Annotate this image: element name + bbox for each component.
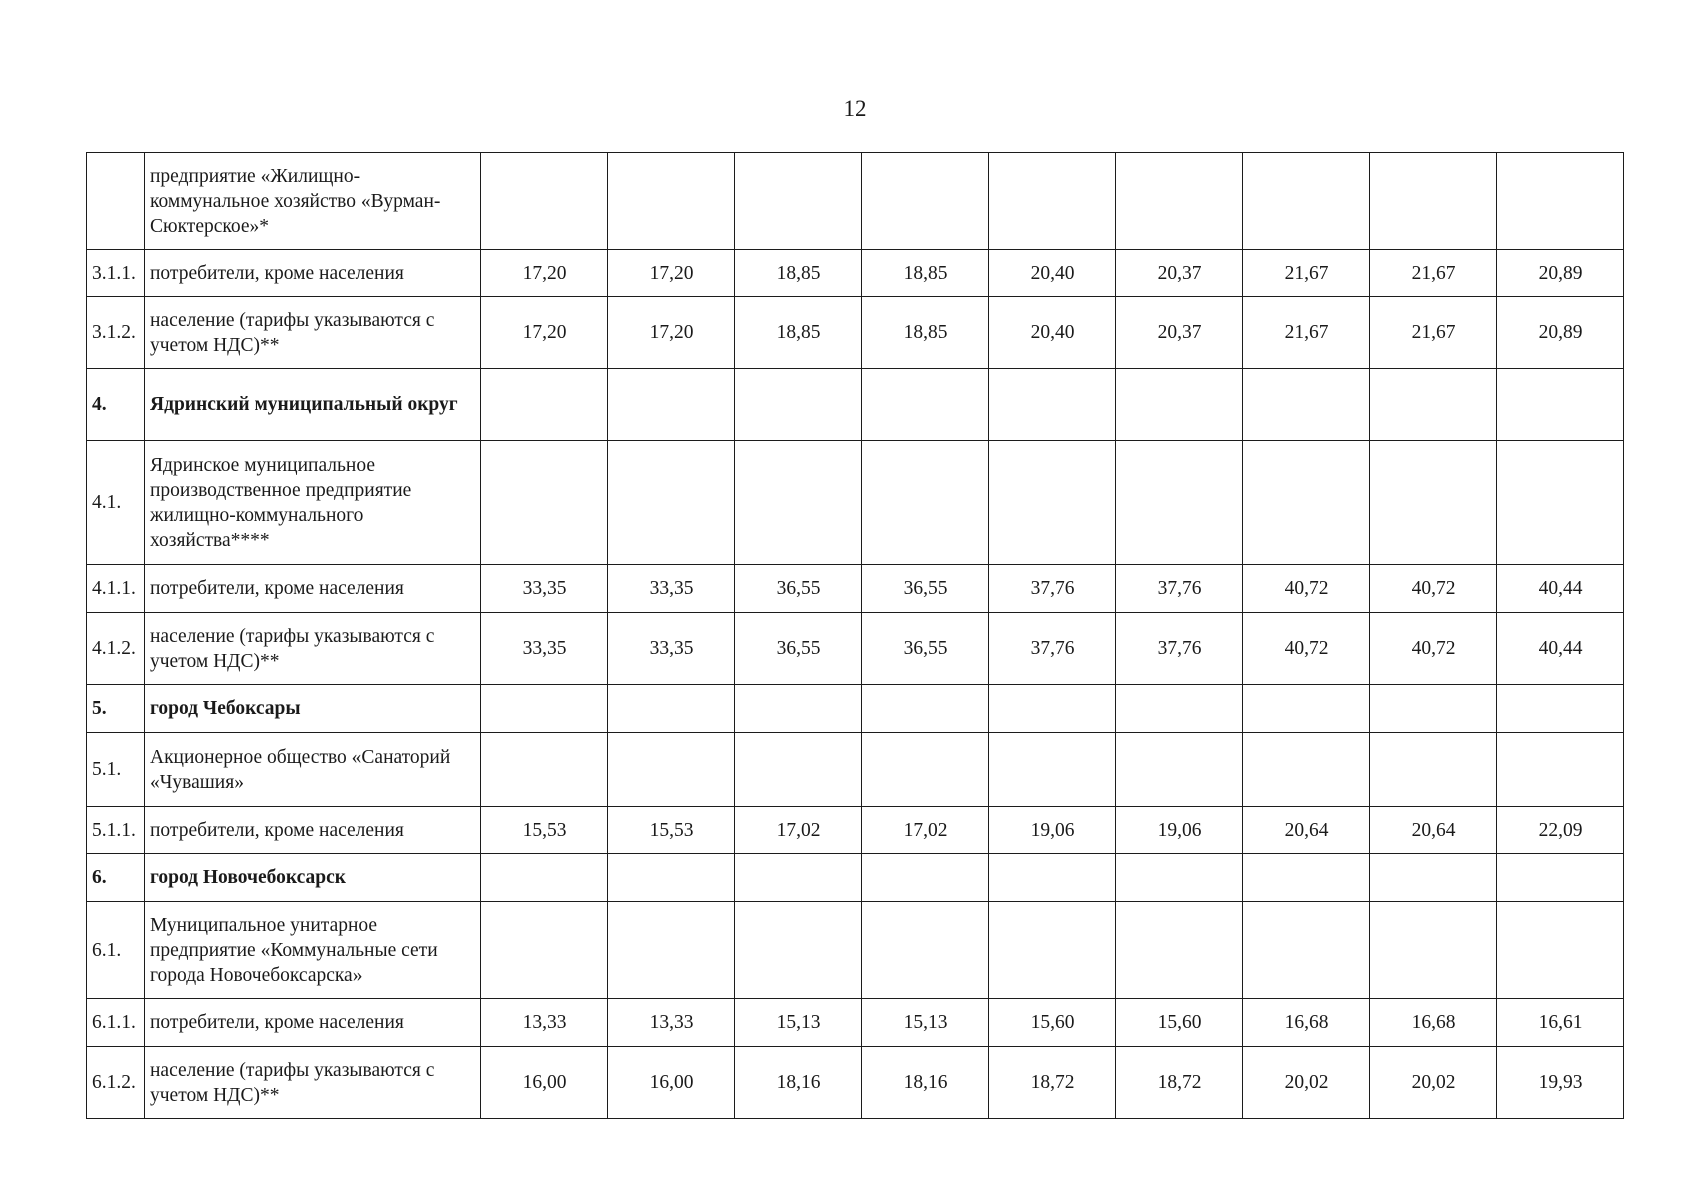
tariff-value-cell: 18,72 [989,1047,1116,1119]
tariff-value-cell: 17,20 [608,297,735,369]
table-row [87,153,1624,250]
table-row [87,613,1624,685]
tariff-value-cell: 20,40 [989,297,1116,369]
tariff-value-cell: 17,20 [481,297,608,369]
tariff-value-cell: 15,53 [481,807,608,854]
tariff-value-cell: 15,53 [608,807,735,854]
tariff-value-cell [862,369,989,441]
row-number-cell: 4.1. [87,441,145,565]
row-number-cell: 6.1.2. [87,1047,145,1119]
tariff-value-cell [735,733,862,807]
table-row [87,685,1624,733]
tariff-value-cell [735,902,862,999]
tariff-value-cell: 37,76 [1116,565,1243,613]
tariff-value-cell [608,854,735,902]
table-row [87,999,1624,1047]
tariff-value-cell: 16,61 [1497,999,1624,1047]
table-row [87,250,1624,297]
tariff-value-cell [1370,685,1497,733]
tariff-value-cell [481,153,608,250]
tariff-value-cell: 36,55 [862,565,989,613]
row-number-cell [87,153,145,250]
row-number-cell: 6.1.1. [87,999,145,1047]
tariff-value-cell [862,153,989,250]
tariff-value-cell: 33,35 [481,613,608,685]
row-name-cell: Ядринский муниципальный округ [145,369,481,441]
tariff-value-cell [862,441,989,565]
tariff-value-cell [1370,902,1497,999]
row-name-cell: население (тарифы указываются с учетом НДС)** [145,297,481,369]
tariff-value-cell: 40,44 [1497,565,1624,613]
tariff-value-cell [989,153,1116,250]
tariff-value-cell [1497,369,1624,441]
tariff-value-cell [481,369,608,441]
tariff-value-cell [862,902,989,999]
tariff-value-cell: 20,02 [1243,1047,1370,1119]
tariff-value-cell: 18,16 [862,1047,989,1119]
tariff-value-cell [862,685,989,733]
table-row [87,1047,1624,1119]
row-number-cell: 6. [87,854,145,902]
row-number-cell: 5.1. [87,733,145,807]
table-row [87,441,1624,565]
tariff-value-cell: 15,60 [1116,999,1243,1047]
tariff-value-cell: 18,16 [735,1047,862,1119]
tariff-value-cell [735,685,862,733]
tariff-value-cell [735,441,862,565]
tariff-value-cell [481,441,608,565]
tariff-value-cell: 36,55 [735,565,862,613]
tariff-value-cell [735,369,862,441]
tariff-value-cell [1243,733,1370,807]
tariff-value-cell [481,902,608,999]
tariff-value-cell: 17,20 [481,250,608,297]
tariff-value-cell: 17,02 [735,807,862,854]
row-name-cell: город Чебоксары [145,685,481,733]
tariff-value-cell [1370,441,1497,565]
tariff-value-cell: 20,64 [1370,807,1497,854]
tariff-value-cell [1497,854,1624,902]
row-number-cell: 5.1.1. [87,807,145,854]
tariff-value-cell: 18,85 [735,297,862,369]
tariff-value-cell: 20,02 [1370,1047,1497,1119]
tariff-value-cell: 40,44 [1497,613,1624,685]
tariff-value-cell [1370,153,1497,250]
tariff-value-cell [1243,153,1370,250]
tariff-value-cell: 19,06 [989,807,1116,854]
table-row [87,854,1624,902]
tariff-value-cell [1497,685,1624,733]
tariff-value-cell [1243,685,1370,733]
tariff-value-cell [481,685,608,733]
tariff-value-cell [1497,902,1624,999]
row-number-cell: 5. [87,685,145,733]
tariff-value-cell [1116,153,1243,250]
tariff-value-cell [608,733,735,807]
tariff-value-cell: 16,00 [608,1047,735,1119]
row-number-cell: 3.1.2. [87,297,145,369]
row-number-cell: 4.1.1. [87,565,145,613]
tariff-value-cell [481,854,608,902]
tariff-value-cell [989,854,1116,902]
tariff-value-cell [1243,854,1370,902]
tariff-value-cell [608,153,735,250]
tariff-value-cell: 37,76 [989,565,1116,613]
row-name-cell: потребители, кроме населения [145,565,481,613]
tariff-value-cell [1497,153,1624,250]
table-row [87,733,1624,807]
tariff-value-cell [1497,733,1624,807]
tariff-value-cell: 20,64 [1243,807,1370,854]
tariff-value-cell: 18,85 [862,297,989,369]
tariff-value-cell: 15,60 [989,999,1116,1047]
row-name-cell: потребители, кроме населения [145,999,481,1047]
row-number-cell: 4. [87,369,145,441]
tariff-value-cell: 40,72 [1243,613,1370,685]
tariff-value-cell: 37,76 [989,613,1116,685]
tariff-value-cell [1243,441,1370,565]
row-name-cell: Ядринское муниципальное производственное предприятие жилищно-коммунального хозяйства**** [145,441,481,565]
row-name-cell: потребители, кроме населения [145,807,481,854]
tariff-value-cell [862,854,989,902]
tariff-value-cell [989,733,1116,807]
tariff-value-cell: 17,20 [608,250,735,297]
tariff-value-cell [608,685,735,733]
row-name-cell: население (тарифы указываются с учетом НДС)** [145,1047,481,1119]
tariff-value-cell: 19,06 [1116,807,1243,854]
tariff-value-cell: 33,35 [481,565,608,613]
tariff-value-cell: 20,89 [1497,297,1624,369]
tariff-value-cell: 18,72 [1116,1047,1243,1119]
tariff-value-cell: 15,13 [862,999,989,1047]
tariff-value-cell [608,441,735,565]
tariff-value-cell: 20,89 [1497,250,1624,297]
tariff-value-cell: 18,85 [862,250,989,297]
row-number-cell: 3.1.1. [87,250,145,297]
tariff-value-cell: 16,68 [1370,999,1497,1047]
tariff-value-cell: 13,33 [608,999,735,1047]
tariff-table [86,152,1624,1119]
tariff-value-cell: 20,40 [989,250,1116,297]
row-name-cell: Муниципальное унитарное предприятие «Коммунальные сети города Новочебоксарска» [145,902,481,999]
tariff-value-cell: 18,85 [735,250,862,297]
page-number: 12 [843,96,867,121]
tariff-value-cell: 36,55 [735,613,862,685]
tariff-value-cell [1370,854,1497,902]
tariff-value-cell [862,733,989,807]
tariff-value-cell: 40,72 [1370,565,1497,613]
row-name-cell: город Новочебоксарск [145,854,481,902]
tariff-value-cell [1370,733,1497,807]
row-name-cell: потребители, кроме населения [145,250,481,297]
tariff-value-cell: 16,00 [481,1047,608,1119]
tariff-value-cell [1243,369,1370,441]
tariff-value-cell: 15,13 [735,999,862,1047]
tariff-value-cell [1116,902,1243,999]
tariff-value-cell: 40,72 [1370,613,1497,685]
row-number-cell: 6.1. [87,902,145,999]
row-name-cell: предприятие «Жилищно-коммунальное хозяйство «Вурман-Сюктерское»* [145,153,481,250]
tariff-value-cell: 33,35 [608,565,735,613]
tariff-value-cell: 36,55 [862,613,989,685]
tariff-value-cell [989,441,1116,565]
row-name-cell: население (тарифы указываются с учетом НДС)** [145,613,481,685]
tariff-value-cell: 20,37 [1116,297,1243,369]
tariff-value-cell [735,854,862,902]
tariff-value-cell [989,369,1116,441]
tariff-value-cell [1116,369,1243,441]
tariff-value-cell [1243,902,1370,999]
tariff-value-cell: 40,72 [1243,565,1370,613]
tariff-value-cell [1116,854,1243,902]
tariff-value-cell [1370,369,1497,441]
tariff-value-cell: 19,93 [1497,1047,1624,1119]
tariff-value-cell [608,902,735,999]
table-row [87,369,1624,441]
tariff-value-cell: 21,67 [1370,250,1497,297]
tariff-value-cell [481,733,608,807]
tariff-value-cell [608,369,735,441]
tariff-value-cell: 22,09 [1497,807,1624,854]
tariff-value-cell: 37,76 [1116,613,1243,685]
tariff-value-cell: 33,35 [608,613,735,685]
table-row [87,902,1624,999]
tariff-value-cell: 21,67 [1243,297,1370,369]
tariff-value-cell [989,685,1116,733]
row-name-cell: Акционерное общество «Санаторий «Чувашия» [145,733,481,807]
tariff-value-cell: 17,02 [862,807,989,854]
tariff-value-cell [735,153,862,250]
tariff-value-cell: 20,37 [1116,250,1243,297]
tariff-value-cell: 13,33 [481,999,608,1047]
tariff-value-cell [1116,733,1243,807]
row-number-cell: 4.1.2. [87,613,145,685]
tariff-value-cell: 21,67 [1243,250,1370,297]
tariff-value-cell: 16,68 [1243,999,1370,1047]
tariff-value-cell [989,902,1116,999]
tariff-value-cell [1497,441,1624,565]
table-row [87,297,1624,369]
tariff-value-cell [1116,441,1243,565]
tariff-value-cell: 21,67 [1370,297,1497,369]
tariff-value-cell [1116,685,1243,733]
table-row [87,807,1624,854]
table-row [87,565,1624,613]
